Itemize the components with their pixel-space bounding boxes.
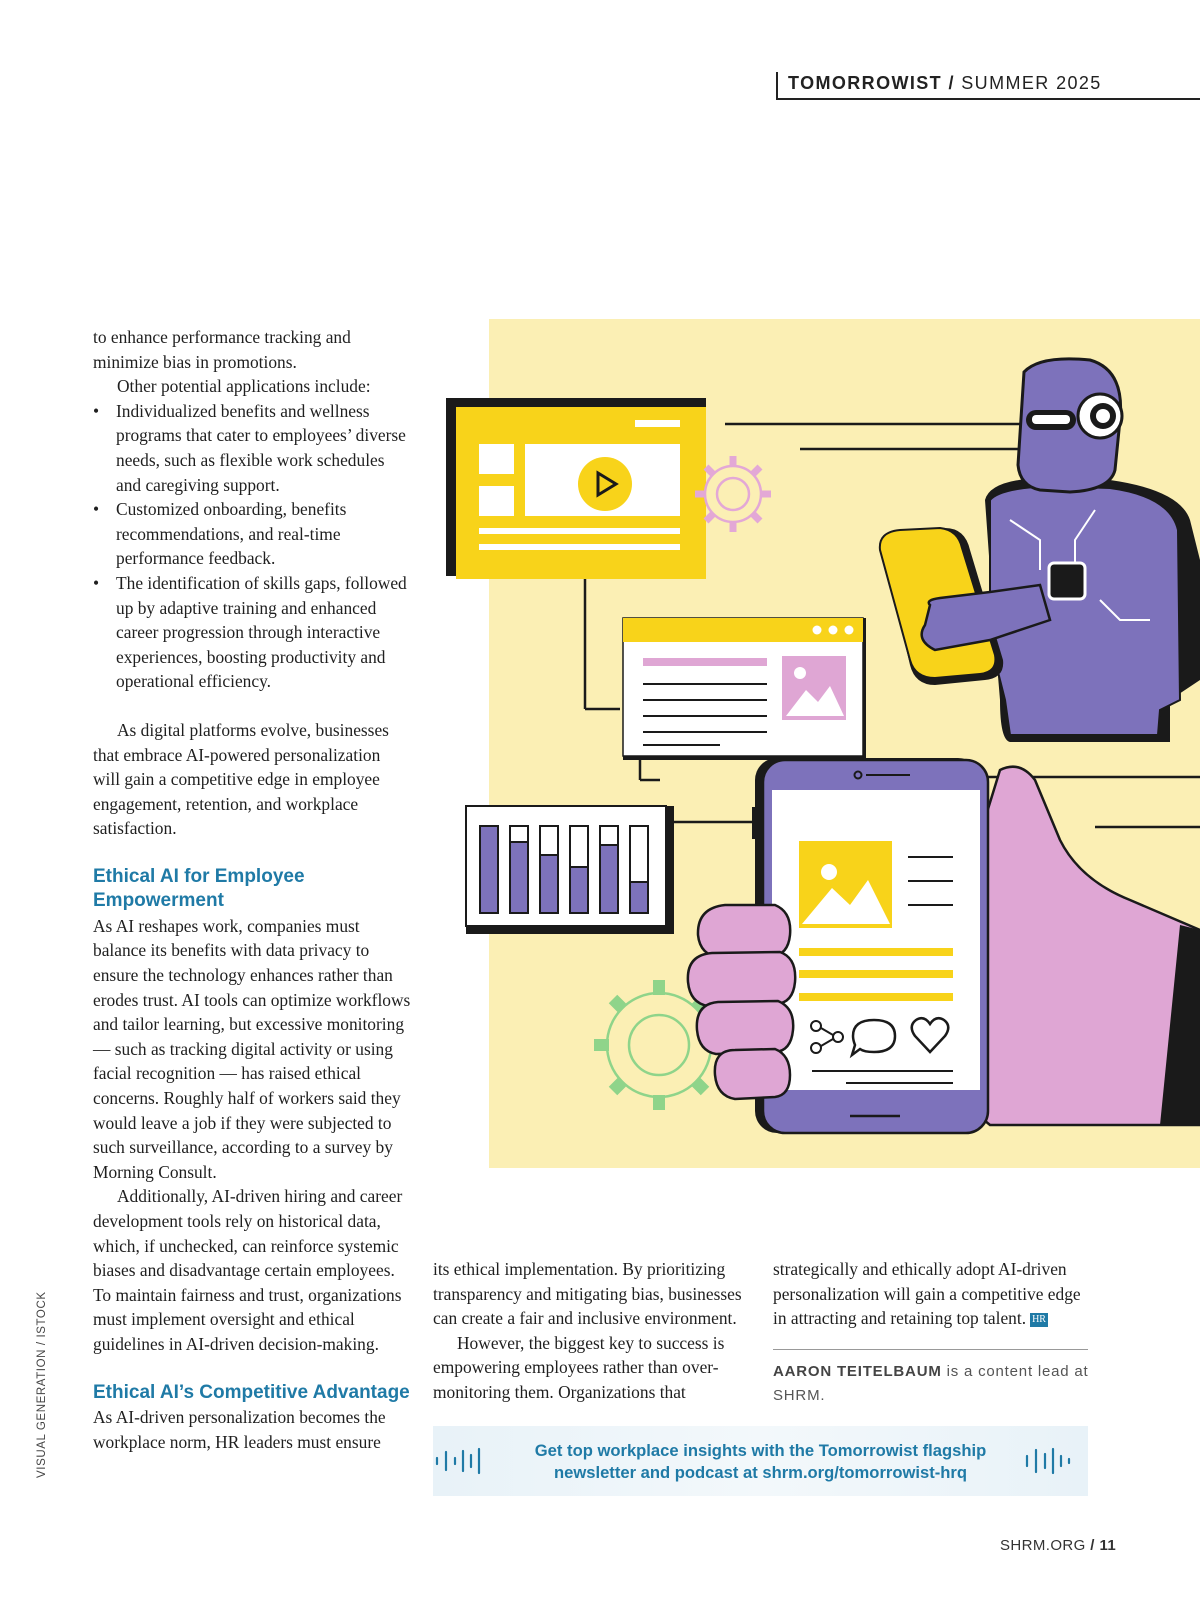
chip-icon [1049,563,1085,599]
paragraph-gap [93,841,411,865]
promo-text: Get top workplace insights with the Tomorrowist flagship newsletter and podcast at shrm.org/tomorrowist-hrq [534,1441,987,1482]
publication-name: TOMORROWIST [788,73,943,93]
body-paragraph: Other potential applications include: [117,376,371,397]
play-icon [578,457,632,511]
body-paragraph: its ethical implementation. By prioritizing transparency and mitigating bias, businesses can create a fair and inclusive environment. [433,1259,742,1329]
article-column-right [773,1257,1091,1331]
end-mark-icon: HR [1032,1314,1046,1326]
sound-wave-icon [433,1446,493,1476]
site-url: SHRM.ORG [1000,1537,1086,1554]
page-number: 11 [1099,1537,1117,1554]
running-header [776,72,1102,100]
webpage-window [623,618,866,760]
footer-separator: / [1090,1537,1095,1554]
list-item: • The identification of skills gaps, followed up by adaptive training and enhanced career progression through interactive experiences, boosting productivity and operational efficiency. [93,571,411,694]
author-bio [773,1360,1091,1408]
body-paragraph: As AI-driven personalization becomes the workplace norm, HR leaders must ensure [93,1407,386,1452]
author-name: AARON TEITELBAUM [773,1363,942,1380]
list-item: • Individualized benefits and wellness programs that cater to employees’ diverse needs, such as flexible work schedules and caregiving support. [93,399,411,497]
paragraph-gap [93,1357,411,1381]
body-paragraph: As digital platforms evolve, businesses that embrace AI-powered personalization will gain a competitive edge in employee engagement, retention, and workplace satisfaction. [93,719,389,839]
video-player-window [446,398,706,579]
applications-list [93,399,411,694]
author-description: is a content lead at SHRM. [773,1363,1089,1404]
body-paragraph: However, the biggest key to success is empowering employees rather than over-monitoring them. Organizations that [433,1332,725,1402]
page-footer [1000,1537,1116,1554]
sound-wave-icon [1023,1446,1083,1476]
article-column-middle [433,1257,755,1405]
closing-text: strategically and ethically adopt AI-driven personalization will gain a competitive edge in attracting and retaining top talent. [773,1259,1081,1329]
list-item: • Customized onboarding, benefits recommendations, and real-time performance feedback. [93,497,411,571]
body-paragraph: Additionally, AI-driven hiring and career development tools rely on historical data, which, if unchecked, can reinforce systemic biases and disadvantage certain employees. To maintain fairness and trust, organizations must implement oversight and ethical guidelines in AI-driven decision-making. [93,1186,403,1354]
body-paragraph [773,1257,1091,1331]
section-heading: Ethical AI’s Competitive Advantage [93,1381,410,1403]
photo-credit: VISUAL GENERATION / ISTOCK [36,1291,48,1478]
paragraph-gap [93,694,411,718]
bar-chart-window [466,806,674,934]
header-separator: / [948,73,955,93]
article-column-left [93,325,411,1454]
body-paragraph: As AI reshapes work, companies must balance its benefits with data privacy to ensure the technology enhances rather than erodes trust. AI tools can optimize workflows and tailor learning, but excessive monitoring — such as tracking digital activity or using facial recognition — has raised ethical concerns. Roughly half of workers said they would leave a job if they were subjected to such surveillance, according to a survey by Morning Consult. [93,915,411,1182]
ai-personalization-illustration [440,318,1200,1168]
body-paragraph: to enhance performance tracking and minimize bias in promotions. [93,327,351,372]
podcast-promo-banner [433,1426,1088,1496]
issue-label: SUMMER 2025 [961,73,1102,93]
section-heading: Ethical AI for Employee Empowerment [93,865,305,912]
bio-divider [773,1349,1088,1350]
header-rule [776,98,1200,100]
